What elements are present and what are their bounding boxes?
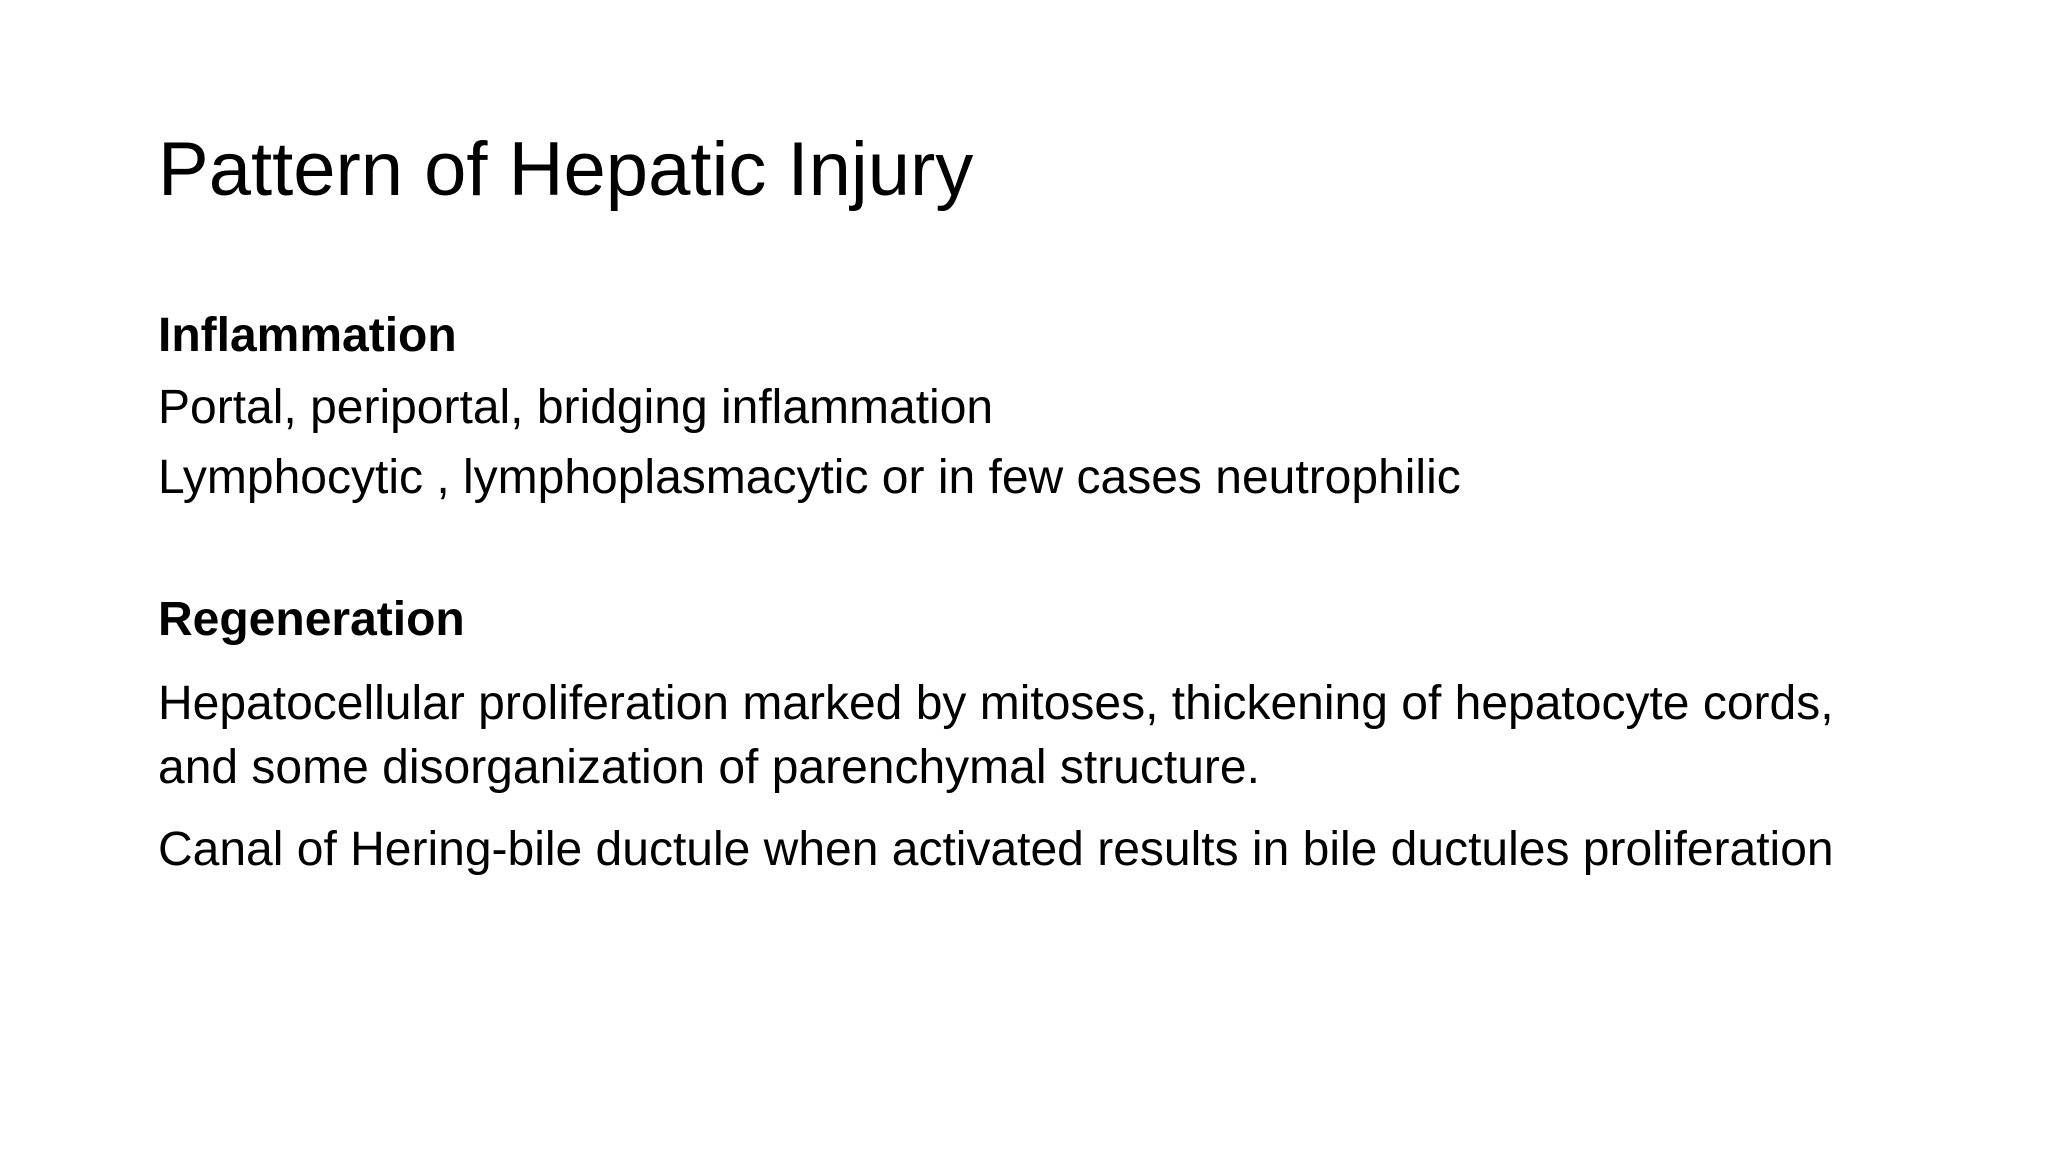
- inflammation-line-1: Portal, periportal, bridging inflammation: [158, 381, 994, 434]
- regeneration-paragraph-2: Canal of Hering-bile ductule when activated results in bile ductules proliferation: [158, 823, 1834, 876]
- inflammation-line-2: Lymphocytic , lymphoplasmacytic or in few cases neutrophilic: [158, 451, 1461, 504]
- slide-title: Pattern of Hepatic Injury: [158, 127, 974, 212]
- section-heading-regeneration: Regeneration: [158, 593, 465, 646]
- regeneration-paragraph-1: Hepatocellular proliferation marked by mitoses, thickening of hepatocyte cords, and some disorganization of parenchymal structure.: [158, 677, 1834, 794]
- section-heading-inflammation: Inflammation: [158, 309, 457, 362]
